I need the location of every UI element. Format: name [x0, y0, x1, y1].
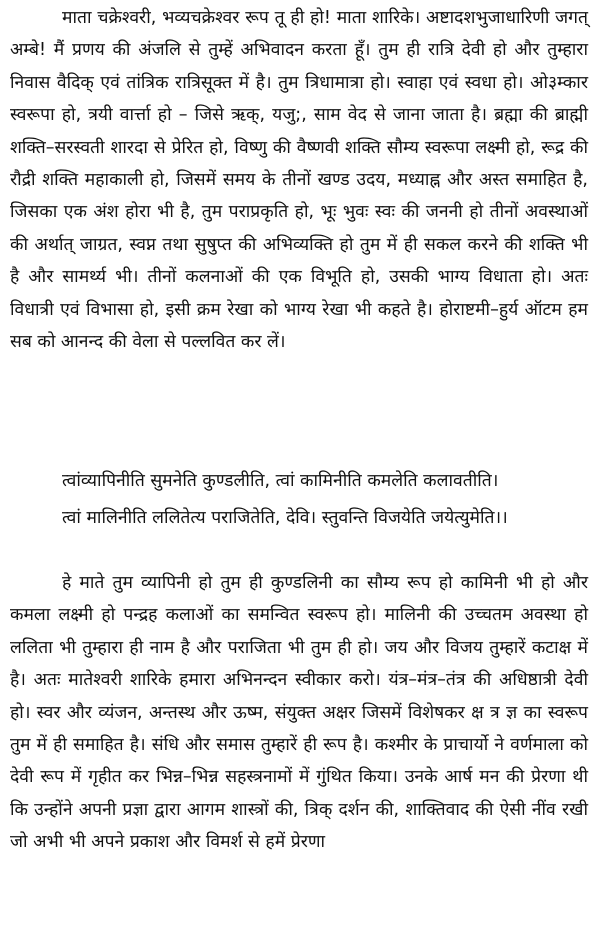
sanskrit-verse-line-2: त्वां मालिनीति ललितेत्य पराजितेति, देवि। स्तुवन्ति विजयेति जयेत्युमेति।।: [62, 508, 508, 528]
sanskrit-verse-line-1: त्वांव्यापिनीति सुमनेति कुण्डलीति, त्वां कामिनीति कमलेति कलावतीति।: [62, 471, 499, 491]
paragraph-commentary: हे माते तुम व्यापिनी हो तुम ही कुण्डलिनी का सौम्य रूप हो कामिनी भी हो और कमला लक्ष्मी हो पन्द्रह कलाओं का समन्वित स्वरूप हो। मालिनी की उच्चतम अवस्था हो ललिता भी तुम्हारा ही नाम है और पराजिता भी तुम ही हो। जय और विजय तुम्हारें कटाक्ष में है। अतः मातेश्वरी शारिके हमारा अभिनन्दन स्वीकार करो। यंत्र–मंत्र–तंत्र की अधिष्ठात्री देवी हो। स्वर और व्यंजन, अन्तस्थ और ऊष्म, संयुक्त अक्षर जिसमें विशेषकर क्ष त्र ज्ञ का स्वरूप तुम में ही समाहित है। संधि और समास तुम्हारें ही रूप है। कश्मीर के प्राचार्यो ने वर्णमाला को देवी रूप में गृहीत कर भिन्न–भिन्न सहस्त्रनामों में गुंथित किया। उनके आर्ष मन की प्रेरणा थी कि उन्होंने अपनी प्रज्ञा द्वारा आगम शास्त्रों की, त्रिक् दर्शन की, शाक्तिवाद की ऐसी नींव रखी जो अभी भी अपने प्रकाश और विमर्श से हमें प्रेरणा: [10, 573, 588, 853]
paragraph-invocation: माता चक्रेश्वरी, भव्यचक्रेश्वर रूप तू ही हो! माता शारिके। अष्टादशभुजाधारिणी जगत् अम्बे! मैं प्रणय की अंजलि से तुम्हें अभिवादन करता हूँ। तुम ही रात्रि देवी हो और तुम्हारा निवास वैदिक् एवं तांत्रिक रात्रिसूक्त में है। तुम त्रिधामात्रा हो। स्वाहा एवं स्वधा हो। ओ३म्कार स्वरूपा हो, त्रयी वार्त्ता हो – जिसे ऋक्, यजु;, साम वेद से जाना जाता है। ब्रह्मा की ब्राह्मी शक्ति–सरस्वती शारदा से प्रेरित हो, विष्णु की वैष्णवी शक्ति सौम्य स्वरूपा लक्ष्मी हो, रूद्र की रौद्री शक्ति महाकाली हो, जिसमें समय के तीनों खण्ड उदय, मध्याह्न और अस्त समाहित है, जिसका एक अंश होरा भी है, तुम पराप्रकृति हो, भूः भुवः स्वः की जननी हो तीनों अवस्थाओं की अर्थात् जाग्रत, स्वप्न तथा सुषुप्त की अभिव्यक्ति हो तुम में ही सकल करने की शक्ति भी है और सामर्थ्य भी। तीनों कलनाओं की एक विभूति हो, उसकी भाग्य विधाता हो। अतः विधात्री एवं विभासा हो, इसी क्रम रेखा को भाग्य रेखा भी कहते है। होराष्टमी–हुर्य ऑटम हम सब को आनन्द की वेला से पल्लवित कर लें।: [10, 8, 588, 353]
